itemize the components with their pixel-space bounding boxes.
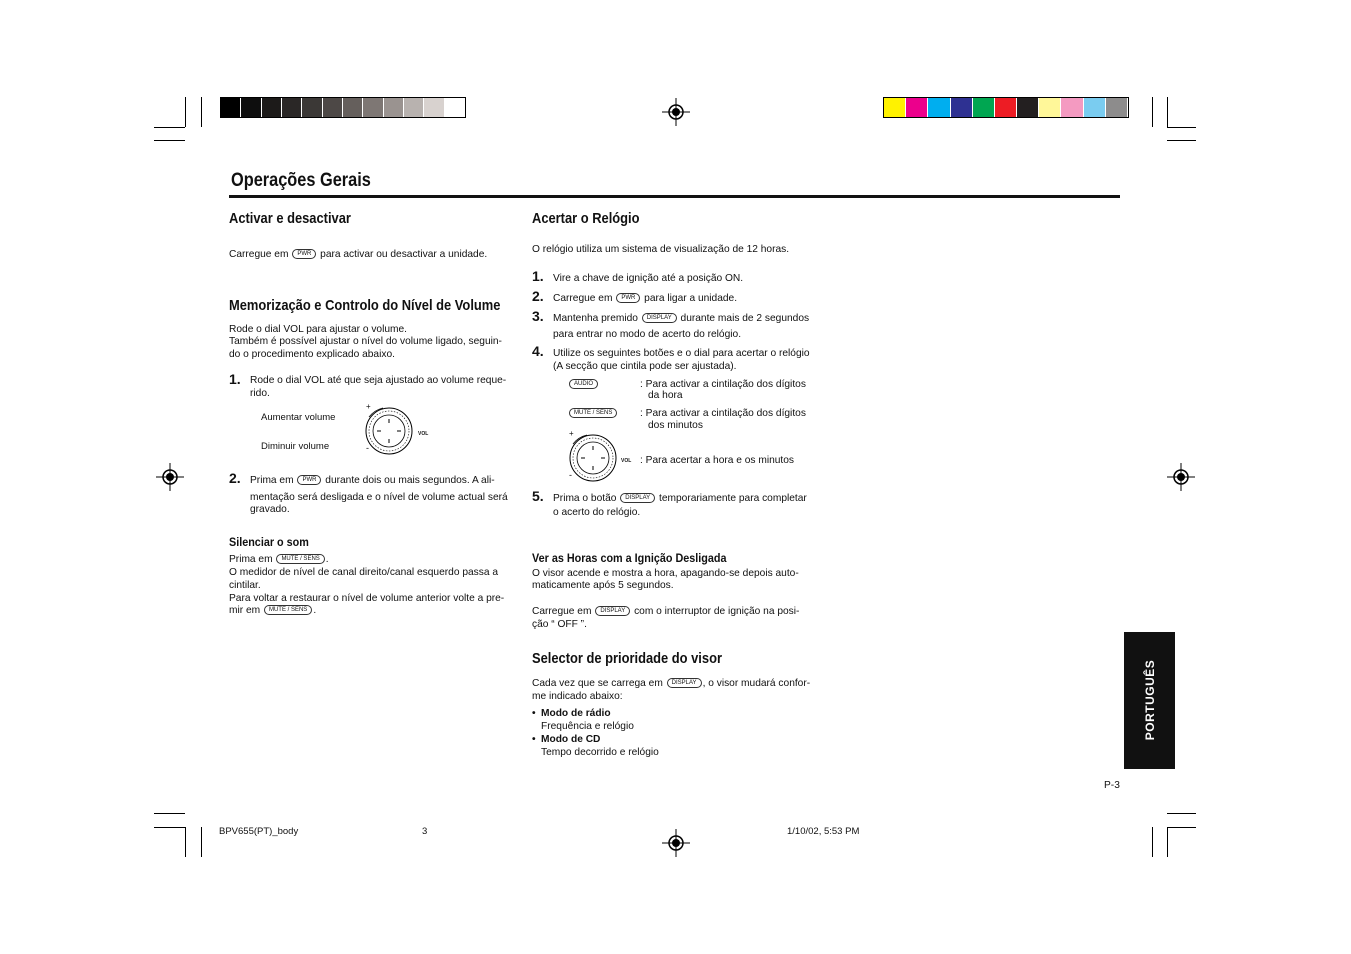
- title-rule: [229, 195, 1120, 198]
- clock-step2: [553, 292, 737, 305]
- volume-step2-line3: gravado.: [250, 504, 290, 515]
- color-swatch-1: [884, 98, 905, 117]
- registration-mark-right: [1167, 463, 1195, 491]
- pwr-key-2: PWR: [297, 475, 321, 485]
- mute-desc-1: : Para activar a cintilação dos dígitos: [640, 408, 806, 419]
- vol-dial-illustration: [361, 402, 431, 455]
- color-swatch-4: [951, 98, 972, 117]
- volume-step1-num: 1.: [229, 371, 241, 387]
- gray-swatch-4: [282, 98, 301, 117]
- clock-heading: Acertar o Relógio: [532, 210, 640, 227]
- gray-swatch-12: [445, 98, 464, 117]
- bullet-radio: •: [532, 708, 536, 719]
- color-swatch-8: [1039, 98, 1060, 117]
- registration-mark-left: [156, 463, 184, 491]
- page-number: P-3: [1104, 780, 1120, 791]
- clock-step2-before: Carregue em: [553, 293, 613, 304]
- clock-step5: [553, 492, 807, 505]
- volume-step2-line1: [250, 474, 495, 487]
- mute-line2: O medidor de nível de canal direito/canal esquerdo passa a: [229, 567, 499, 578]
- mute-sens-key: MUTE / SENS: [276, 554, 324, 564]
- clock-step1: Vire a chave de ignição até a posição ON.: [553, 273, 744, 284]
- volume-intro-3: do o procedimento explicado abaixo.: [229, 349, 395, 360]
- color-swatch-2: [906, 98, 927, 117]
- audio-desc-1: : Para activar a cintilação dos dígitos: [640, 379, 806, 390]
- power-text: [229, 248, 487, 261]
- clock-dial-minus: -: [569, 470, 572, 480]
- priority-line2: me indicado abaixo:: [532, 691, 623, 702]
- volume-step2-before: Prima em: [250, 475, 294, 486]
- clock-dial-label: VOL: [621, 458, 632, 464]
- gray-swatch-9: [384, 98, 403, 117]
- clock-step3-num: 3.: [532, 308, 544, 324]
- color-swatch-3: [928, 98, 949, 117]
- ignition-line4: ção “ OFF ”.: [532, 619, 587, 630]
- mute-line1-before: Prima em: [229, 554, 273, 565]
- volume-step1-line2: rido.: [250, 388, 270, 399]
- clock-dial-icon: [567, 432, 625, 482]
- clock-step4-line1: Utilize os seguintes botões e o dial para acertar o relógio: [553, 348, 810, 359]
- priority-line1-before: Cada vez que se carrega em: [532, 678, 663, 689]
- mute-desc-2: dos minutos: [648, 420, 703, 431]
- mute-line5-after: .: [313, 605, 317, 616]
- clock-step3-after: durante mais de 2 segundos: [680, 313, 810, 324]
- clock-step4-num: 4.: [532, 343, 544, 359]
- vol-dial-plus: +: [366, 402, 371, 411]
- gray-swatch-1: [221, 98, 240, 117]
- registration-mark-bottom: [662, 829, 690, 857]
- clock-step3-line2: para entrar no modo de acerto do relógio.: [553, 329, 742, 340]
- mute-sens-key-2: MUTE / SENS: [264, 605, 312, 615]
- volume-step2-line2: mentação será desligada e o nível de volume actual será: [250, 492, 508, 503]
- color-swatch-10: [1084, 98, 1105, 117]
- clock-step5-before: Prima o botão: [553, 493, 617, 504]
- clock-step3: [553, 312, 809, 325]
- display-key: DISPLAY: [642, 313, 677, 323]
- radio-mode-title: Modo de rádio: [541, 708, 611, 719]
- power-text-after: para activar ou desactivar a unidade.: [320, 249, 488, 260]
- label-volume-up: Aumentar volume: [261, 412, 336, 423]
- display-key-2: DISPLAY: [620, 493, 655, 503]
- color-swatch-6: [995, 98, 1016, 117]
- mute-line5-before: mir em: [229, 605, 261, 616]
- footer-page: 3: [422, 826, 428, 837]
- volume-heading: Memorização e Controlo do Nível de Volume: [229, 297, 501, 314]
- mute-line1: [229, 553, 329, 566]
- vol-dial-minus: -: [366, 443, 369, 453]
- clock-step5-num: 5.: [532, 488, 544, 504]
- ignition-line3: [532, 605, 799, 618]
- dial-desc: : Para acertar a hora e os minutos: [640, 455, 795, 466]
- gray-swatch-8: [363, 98, 382, 117]
- gray-swatch-3: [262, 98, 281, 117]
- gray-swatch-5: [302, 98, 321, 117]
- clock-dial-plus: +: [569, 429, 574, 438]
- gray-swatch-2: [241, 98, 260, 117]
- ignition-line3-before: Carregue em: [532, 606, 592, 617]
- gray-swatch-11: [424, 98, 443, 117]
- mute-heading: Silenciar o som: [229, 535, 309, 549]
- radio-mode-desc: Frequência e relógio: [541, 721, 634, 732]
- volume-step2-after: durante dois ou mais segundos. A ali-: [325, 475, 495, 486]
- gray-swatch-bar: [220, 97, 466, 118]
- clock-intro: O relógio utiliza um sistema de visualização de 12 horas.: [532, 244, 790, 255]
- clock-step3-before: Mantenha premido: [553, 313, 638, 324]
- registration-mark-top: [662, 98, 690, 126]
- mute-line3: cintilar.: [229, 580, 261, 591]
- footer-file: BPV655(PT)_body: [219, 826, 299, 837]
- language-tab-label: PORTUGUÊS: [1143, 659, 1157, 741]
- pwr-key-3: PWR: [616, 293, 640, 303]
- label-volume-down: Diminuir volume: [261, 441, 330, 452]
- clock-step5-line2: o acerto do relógio.: [553, 507, 641, 518]
- mute-line1-after: .: [325, 554, 329, 565]
- cd-mode-title: Modo de CD: [541, 734, 601, 745]
- footer-date: 1/10/02, 5:53 PM: [787, 826, 860, 837]
- bullet-cd: •: [532, 734, 536, 745]
- color-swatch-5: [973, 98, 994, 117]
- vol-dial-icon: [361, 405, 419, 455]
- clock-step5-after: temporariamente para completar: [659, 493, 807, 504]
- volume-intro-1: Rode o dial VOL para ajustar o volume.: [229, 324, 408, 335]
- clock-dial-illustration: [567, 429, 637, 482]
- vol-dial-label: VOL: [418, 431, 429, 437]
- color-swatch-9: [1061, 98, 1082, 117]
- priority-line1: [532, 677, 810, 690]
- ignition-line3-after: com o interruptor de ignição na posi-: [634, 606, 800, 617]
- mute-line5: [229, 604, 316, 617]
- volume-intro-2: Também é possível ajustar o nível do volume ligado, seguin-: [229, 336, 502, 347]
- priority-heading: Selector de prioridade do visor: [532, 650, 722, 667]
- pwr-key: PWR: [292, 249, 316, 259]
- power-heading: Activar e desactivar: [229, 210, 351, 227]
- color-swatch-bar: [883, 97, 1129, 118]
- gray-swatch-10: [404, 98, 423, 117]
- display-key-4: DISPLAY: [667, 678, 702, 688]
- gray-swatch-7: [343, 98, 362, 117]
- priority-line1-after: , o visor mudará confor-: [702, 678, 811, 689]
- power-text-before: Carregue em: [229, 249, 289, 260]
- audio-key: AUDIO: [569, 379, 598, 389]
- clock-step1-num: 1.: [532, 268, 544, 284]
- volume-step2-num: 2.: [229, 470, 241, 486]
- ignition-line2: maticamente após 5 segundos.: [532, 580, 674, 591]
- clock-step4-line2: (A secção que cintila pode ser ajustada).: [553, 361, 737, 372]
- clock-step2-num: 2.: [532, 288, 544, 304]
- mute-sens-key-3: MUTE / SENS: [569, 408, 617, 418]
- cd-mode-desc: Tempo decorrido e relógio: [541, 747, 659, 758]
- ignition-heading: Ver as Horas com a Ignição Desligada: [532, 551, 727, 565]
- audio-desc-2: da hora: [648, 390, 683, 401]
- ignition-line1: O visor acende e mostra a hora, apagando-se depois auto-: [532, 568, 799, 579]
- clock-step2-after: para ligar a unidade.: [644, 293, 738, 304]
- mute-line4: Para voltar a restaurar o nível de volume anterior volte a pre-: [229, 593, 505, 604]
- volume-step1-line1: Rode o dial VOL até que seja ajustado ao volume reque-: [250, 375, 507, 386]
- page-title: Operações Gerais: [231, 170, 371, 191]
- color-swatch-11: [1106, 98, 1127, 117]
- gray-swatch-6: [323, 98, 342, 117]
- display-key-3: DISPLAY: [595, 606, 630, 616]
- color-swatch-7: [1017, 98, 1038, 117]
